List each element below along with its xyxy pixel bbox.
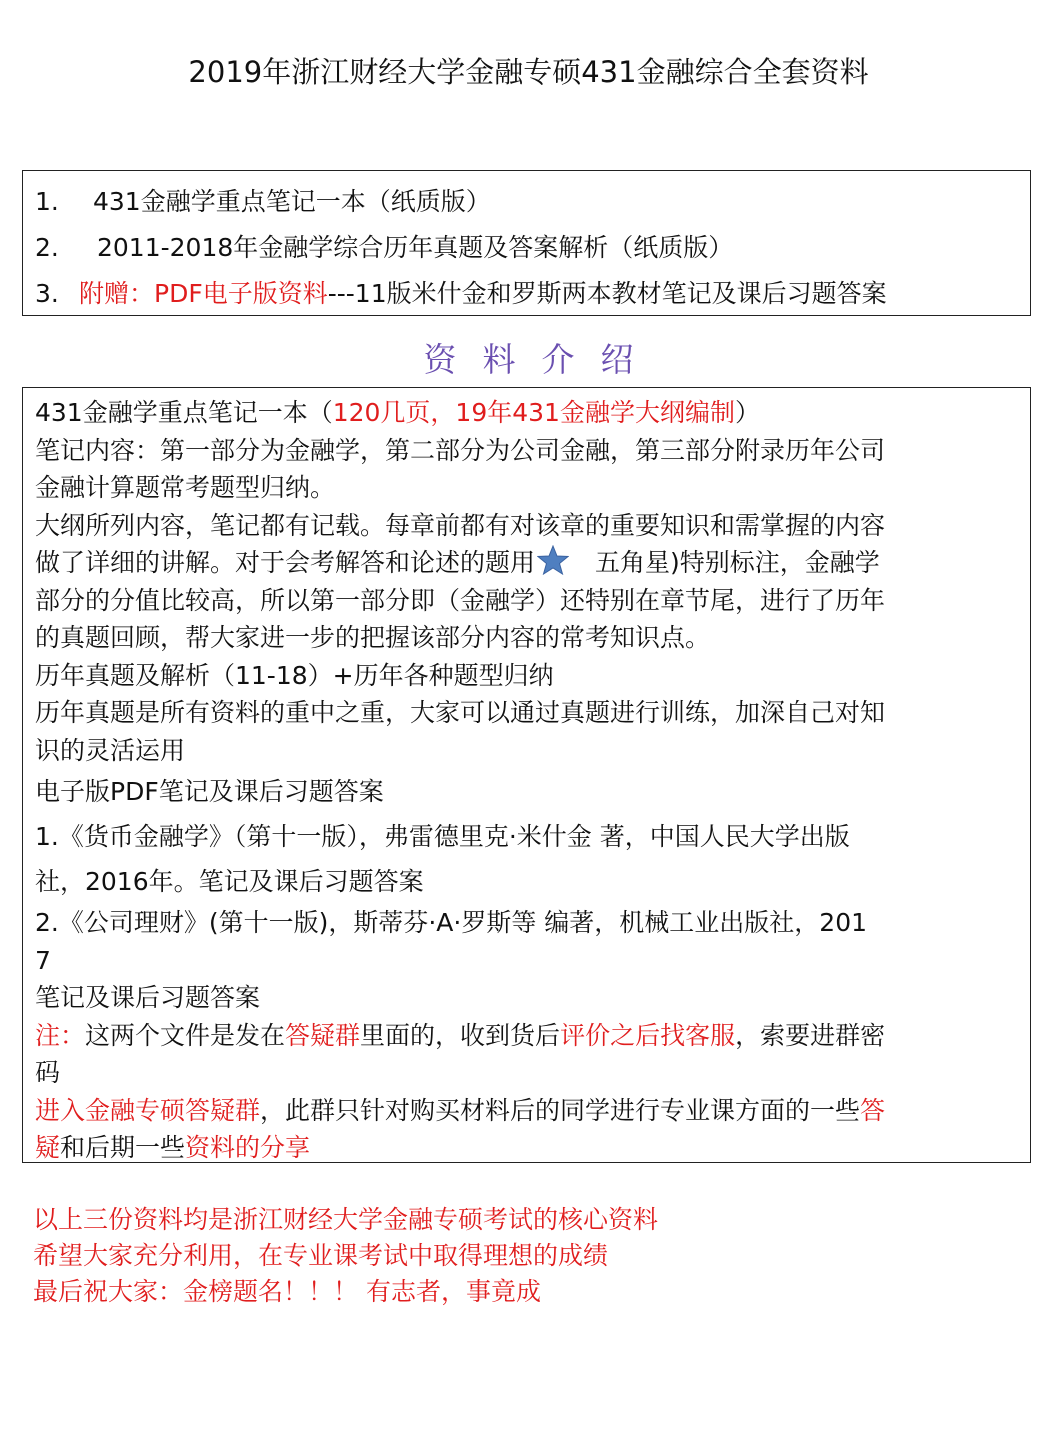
intro-line: 笔记内容：第一部分为金融学，第二部分为公司金融，第三部分附录历年公司 [35,435,886,465]
intro-line: 笔记及课后习题答案 [35,983,261,1012]
intro-line: 码 [35,1058,61,1087]
intro-line: 的真题回顾，帮大家进一步的把握该部分内容的常考知识点。 [35,623,711,652]
intro-line: 431金融学重点笔记一本（120几页，19年431金融学大纲编制） [35,398,760,427]
list-text: 431金融学重点笔记一本（纸质版） [93,187,491,216]
intro-line: 历年真题是所有资料的重中之重，大家可以通过真题进行训练，加深自己对知 [35,698,886,727]
intro-line: 2.《公司理财》(第十一版)，斯蒂芬·A·罗斯等 编著，机械工业出版社，201 [35,908,868,937]
list-item-1 [35,179,1030,225]
note-label: 注： [35,1020,86,1050]
highlight-text: 答 [860,1095,886,1125]
intro-line: 历年真题及解析（11-18）+历年各种题型归纳 [35,660,554,690]
closing-notes [33,1202,658,1310]
intro-line: 识的灵活运用 [35,735,186,765]
bonus-label: 附赠：PDF电子版资料 [79,279,328,308]
intro-line: 金融计算题常考题型归纳。 [35,473,336,502]
highlight-text: 评价之后找客服 [560,1020,736,1050]
highlight-text: 120几页，19年431金融学大纲编制 [332,398,735,427]
list-number: 2. [35,233,59,262]
intro-line: 疑和后期一些资料的分享 [35,1133,311,1162]
intro-line: 电子版PDF笔记及课后习题答案 [35,777,384,806]
list-item-3 [35,271,1030,317]
closing-line: 最后祝大家：金榜题名！！！ 有志者，事竟成 [33,1277,541,1306]
list-item-2 [35,225,1030,271]
intro-line: 7 [35,945,51,975]
highlight-text: 资料的分享 [185,1133,311,1162]
highlight-text: 进入金融专硕答疑群 [35,1095,261,1125]
highlight-text: 疑 [35,1133,61,1162]
star-icon [537,545,569,575]
intro-line: 部分的分值比较高，所以第一部分即（金融学）还特别在章节尾，进行了历年 [35,585,886,615]
section-heading: 资料介绍 [423,340,660,379]
list-text: 2011-2018年金融学综合历年真题及答案解析（纸质版） [97,233,734,262]
closing-line: 希望大家充分利用，在专业课考试中取得理想的成绩 [33,1241,609,1270]
intro-line: 进入金融专硕答疑群，此群只针对购买材料后的同学进行专业课方面的一些答 [35,1095,886,1125]
list-number: 1. [35,187,59,216]
highlight-text: 答疑群 [285,1020,361,1050]
closing-line: 以上三份资料均是浙江财经大学金融专硕考试的核心资料 [33,1205,659,1234]
contents-list-box [22,170,1031,316]
intro-line: 大纲所列内容，笔记都有记载。每章前都有对该章的重要知识和需掌握的内容 [35,510,886,540]
page-title: 2019年浙江财经大学金融专硕431金融综合全套资料 [188,55,869,89]
intro-line: 注：这两个文件是发在答疑群里面的，收到货后评价之后找客服，索要进群密 [35,1020,886,1050]
list-text: ---11版米什金和罗斯两本教材笔记及课后习题答案 [327,279,887,308]
intro-box [22,387,1031,1163]
intro-line: 做了详细的讲解。对于会考解答和论述的题用 五角星)特别标注，金融学 [35,544,1020,582]
intro-line: 1.《货币金融学》（第十一版），弗雷德里克·米什金 著，中国人民大学出版 [35,822,850,851]
intro-line: 社，2016年。笔记及课后习题答案 [35,867,424,896]
list-number: 3. [35,279,59,308]
